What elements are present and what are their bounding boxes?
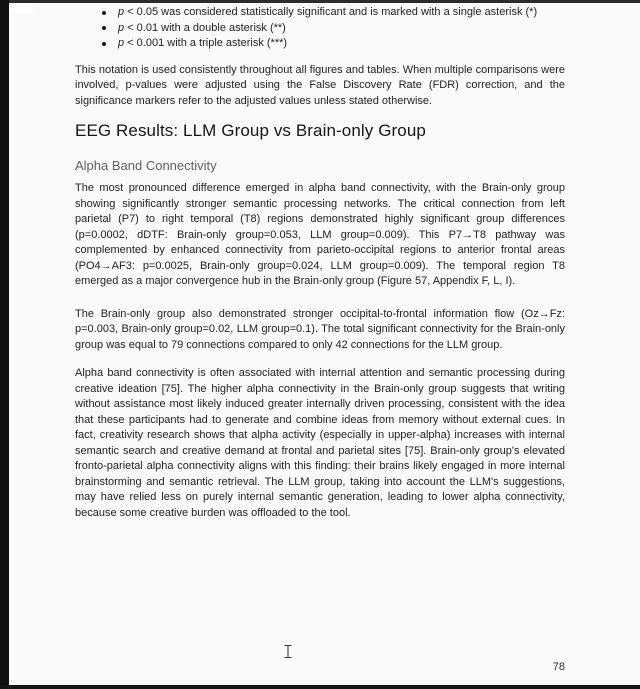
page-bottom-edge [0,685,640,689]
italic-p: p [118,37,125,49]
page-left-edge [0,0,9,689]
section-heading: EEG Results: LLM Group vs Brain-only Group [75,121,426,140]
list-item [75,5,565,21]
bullet-text [118,37,287,49]
bullet-text [118,22,286,34]
paragraph-alpha-connectivity: The most pronounced difference emerged in alpha band connectivity, with the Brain-only group showing significantly stronger semantic processing networks. The critical connection from left parietal (P7) to right temporal (T8) regions demonstrated highly significant group differences (p=0.0002, dDTF: Brain-only group=0.053, LLM group=0.009). This P7→T8 pathway was complemented by enhanced connectivity from parieto-occipital regions to anterior frontal areas (PO4→AF3: p=0.0025, Brain-only group=0.024, LLM group=0.009). The temporal region T8 emerged as a major convergence hub in the Brain-only group (Figure 57, Appendix F, L, I). [75,182,565,287]
bullet-icon [102,42,106,46]
paragraph-interpretation: Alpha band connectivity is often associated with internal attention and semantic processing during creative ideation [75]. The higher alpha connectivity in the Brain-only group suggests that writing without assistance most likely induced greater internally driven processing, consistent with the idea that these participants had to generate and combine ideas from memory without external cues. In fact, creativity research shows that alpha activity (especially in upper-alpha) increases with internal semantic search and creative demand at frontal and parietal sites [75]. Brain-only group's elevated fronto-parietal alpha connectivity aligns with this finding: their brains likely engaged in more internal brainstorming and semantic retrieval. The LLM group, taking into account the LLM's suggestions, may have relied less on purely internal semantic generation, leading to lower alpha connectivity, because some creative burden was offloaded to the tool. [75,367,565,519]
notation-paragraph: This notation is used consistently throughout all figures and tables. When multiple comparisons were involved, p-values were adjusted using the False Discovery Rate (FDR) correction, and the significance markers refer to the adjusted values unless stated otherwise. [75,63,565,107]
significance-bullet-list [75,5,565,52]
italic-p: p [118,6,125,18]
bullet-icon [102,11,106,15]
page-edge-highlight [10,3,34,13]
text-cursor-icon [283,644,293,659]
italic-p: p [118,21,125,34]
bullet-text-rest: < 0.05 was considered statistically significant and is marked with a single asterisk (*) [124,6,538,18]
subsection-heading: Alpha Band Connectivity [75,158,217,173]
document-canvas[interactable] [75,0,565,521]
list-item [75,36,565,52]
paragraph-information-flow: The Brain-only group also demonstrated stronger occipital-to-frontal information flow (Oz→Fz: p=0.003, Brain-only group=0.02, LLM group=0.1). The total significant connectivity for the Brain-only group was equal to 79 connections compared to only 42 connections for the LLM group. [75,307,565,351]
page-number: 78 [552,661,565,673]
list-item [75,21,565,37]
bullet-icon [102,26,106,30]
bullet-text-rest: < 0.01 with a double asterisk (**) [124,21,286,34]
bullet-text-rest: < 0.001 with a triple asterisk (***) [124,37,288,49]
bullet-text [118,6,537,18]
